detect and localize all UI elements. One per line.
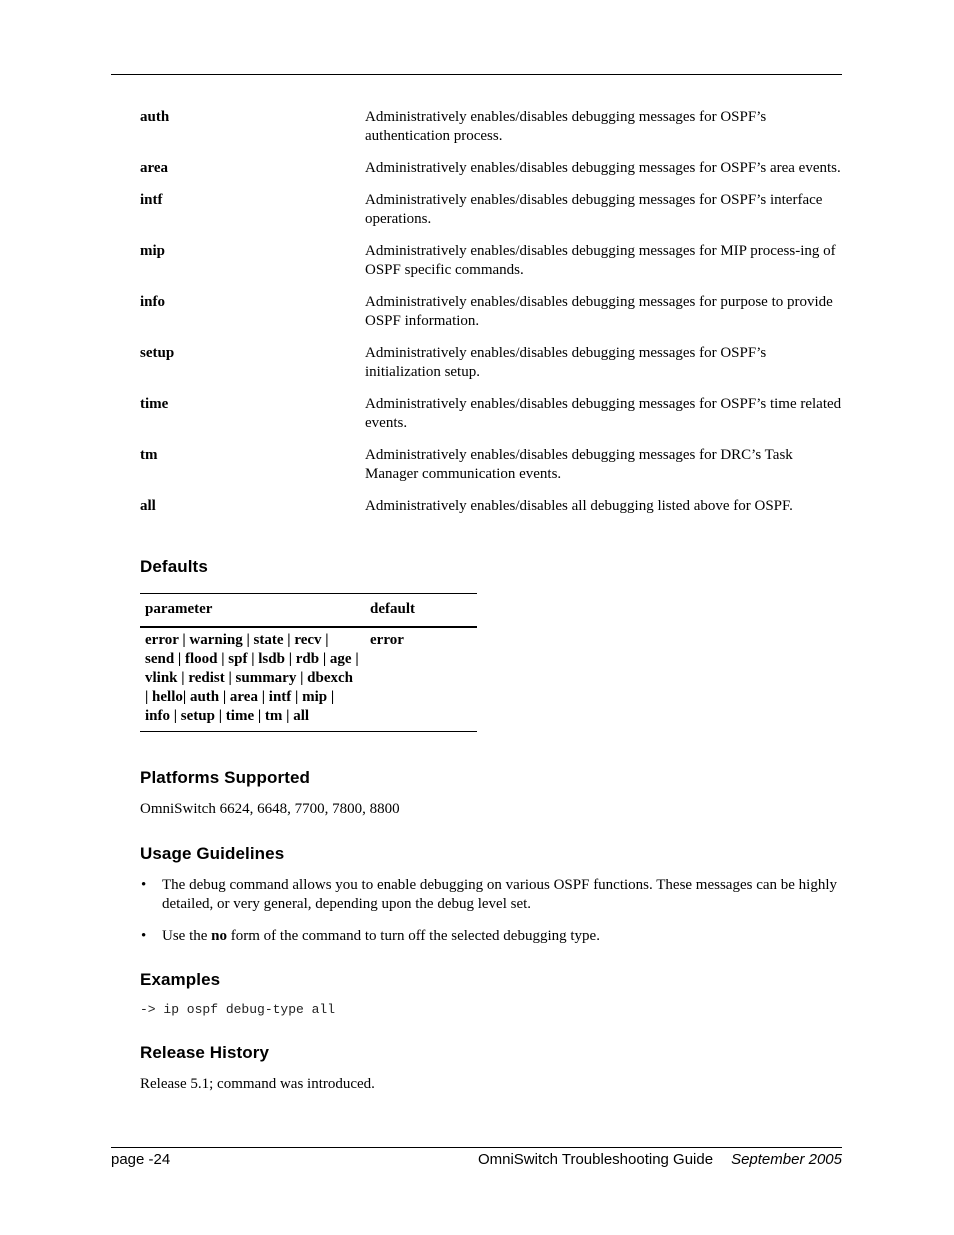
parameter-row bbox=[140, 497, 842, 516]
usage-text: The debug command allows you to enable debugging on various OSPF functions. These messages can be highly detailed, or very general, depending upon the debug level set. bbox=[162, 877, 838, 912]
parameter-row bbox=[140, 191, 842, 229]
parameter-row bbox=[140, 159, 842, 178]
parameter-row bbox=[140, 395, 842, 433]
platforms-text: OmniSwitch 6624, 6648, 7700, 7800, 8800 bbox=[140, 801, 400, 817]
parameter-description: Administratively enables/disables debugging messages for DRC’s Task Manager communication events. bbox=[365, 447, 793, 482]
release-heading: Release History bbox=[140, 1043, 270, 1062]
parameter-term: time bbox=[140, 396, 169, 412]
defaults-table bbox=[140, 593, 477, 732]
parameter-cell: error | warning | state | recv | send | flood | spf | lsdb | rdb | age | vlink | redist | summary | dbexch | hello| auth | area | intf | mip | info | setup | time | tm | all bbox=[140, 627, 365, 732]
examples-heading: Examples bbox=[140, 970, 221, 989]
usage-list bbox=[140, 876, 842, 959]
parameter-row bbox=[140, 344, 842, 382]
bullet-icon: • bbox=[141, 877, 147, 893]
parameter-term: auth bbox=[140, 109, 170, 125]
parameter-row bbox=[140, 108, 842, 146]
parameter-description: Administratively enables/disables debugging messages for OSPF’s initialization setup. bbox=[365, 345, 767, 380]
default-cell: error bbox=[365, 627, 477, 732]
parameter-row bbox=[140, 446, 842, 484]
parameter-row bbox=[140, 242, 842, 280]
table-row bbox=[140, 627, 477, 732]
release-text: Release 5.1; command was introduced. bbox=[140, 1076, 375, 1092]
parameter-term: intf bbox=[140, 192, 163, 208]
usage-text-keyword: no bbox=[211, 928, 227, 944]
usage-heading: Usage Guidelines bbox=[140, 844, 285, 863]
footer-title bbox=[478, 1151, 842, 1168]
list-item bbox=[140, 927, 842, 946]
guide-title: OmniSwitch Troubleshooting Guide bbox=[477, 1151, 714, 1168]
bullet-icon: • bbox=[141, 928, 147, 944]
example-code: -> ip ospf debug-type all bbox=[140, 1002, 336, 1017]
parameter-description: Administratively enables/disables debugging messages for purpose to provide OSPF information. bbox=[365, 294, 833, 329]
publication-date: September 2005 bbox=[731, 1151, 842, 1168]
parameter-list bbox=[140, 108, 842, 529]
parameter-description: Administratively enables/disables all debugging listed above for OSPF. bbox=[365, 498, 793, 514]
parameter-description: Administratively enables/disables debugging messages for OSPF’s interface operations. bbox=[365, 192, 823, 227]
platforms-heading: Platforms Supported bbox=[140, 768, 311, 787]
table-header-row bbox=[140, 594, 477, 628]
parameter-description: Administratively enables/disables debugging messages for MIP process-ing of OSPF specific commands. bbox=[365, 243, 836, 278]
parameter-description: Administratively enables/disables debugging messages for OSPF’s area events. bbox=[365, 160, 841, 176]
parameter-term: all bbox=[140, 498, 156, 514]
header-rule bbox=[111, 74, 842, 75]
parameter-term: mip bbox=[140, 243, 166, 259]
usage-text-before: Use the bbox=[162, 928, 212, 944]
list-item bbox=[140, 876, 842, 914]
parameter-row bbox=[140, 293, 842, 331]
parameter-term: area bbox=[140, 160, 169, 176]
column-header-default: default bbox=[365, 594, 477, 628]
column-header-parameter: parameter bbox=[140, 594, 365, 628]
parameter-description: Administratively enables/disables debugging messages for OSPF’s time related events. bbox=[365, 396, 842, 431]
usage-text-after: form of the command to turn off the selected debugging type. bbox=[227, 928, 600, 944]
defaults-heading: Defaults bbox=[140, 557, 208, 576]
page-number: page -24 bbox=[111, 1151, 171, 1168]
parameter-term: setup bbox=[140, 345, 175, 361]
footer-rule bbox=[111, 1147, 842, 1148]
parameter-term: tm bbox=[140, 447, 158, 463]
parameter-description: Administratively enables/disables debugging messages for OSPF’s authentication process. bbox=[365, 109, 767, 144]
parameter-term: info bbox=[140, 294, 166, 310]
